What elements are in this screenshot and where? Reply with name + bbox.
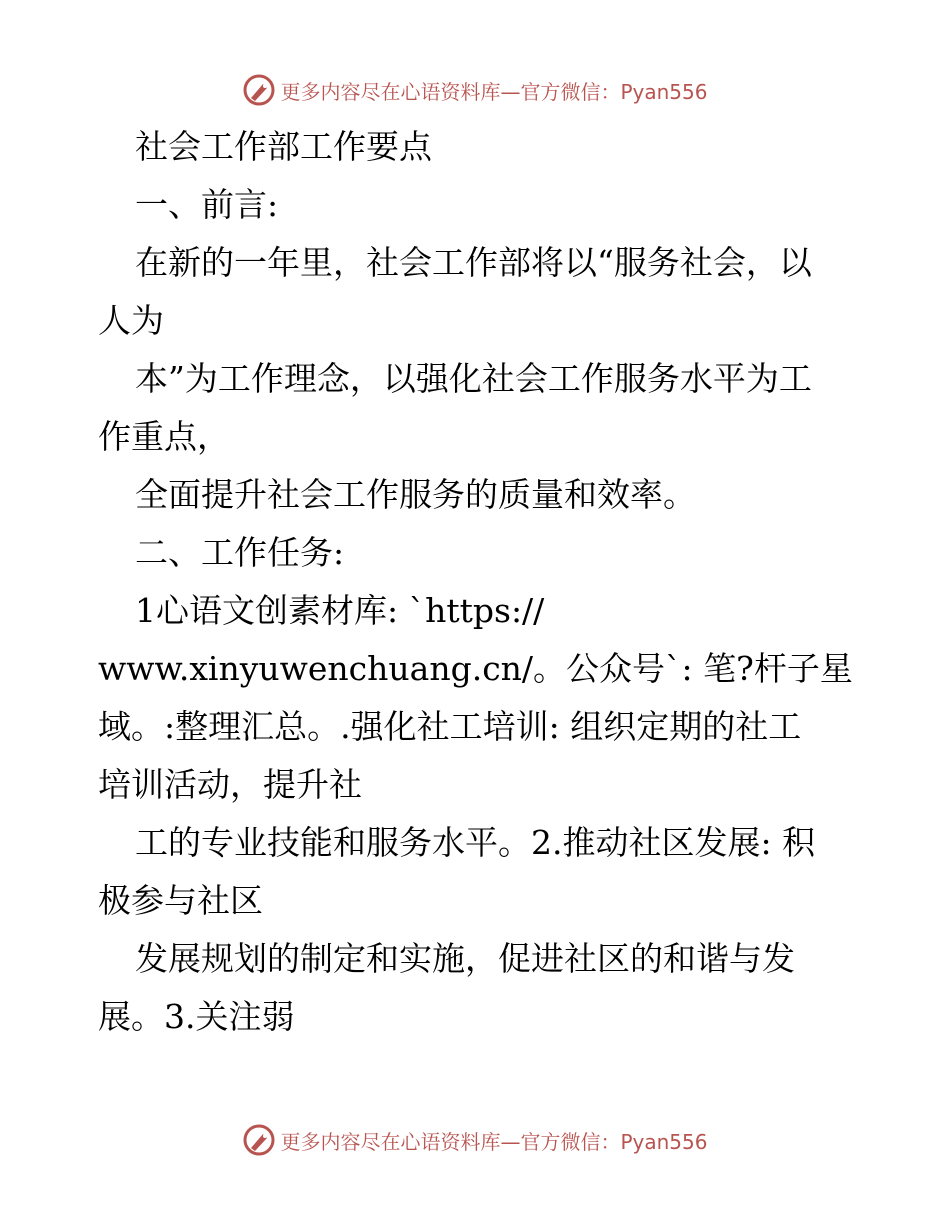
doc-line: 域。:整理汇总。.强化社工培训: 组织定期的社工 — [98, 707, 802, 746]
doc-line: 极参与社区 — [98, 881, 263, 920]
pen-logo-icon — [242, 73, 276, 107]
doc-line: 工的专业技能和服务水平。2.推动社区发展: 积 — [135, 823, 816, 862]
pen-logo-icon — [242, 1123, 276, 1157]
header-watermark-banner — [0, 70, 950, 110]
doc-line: 全面提升社会工作服务的质量和效率。 — [135, 475, 696, 514]
section-heading-tasks: 二、工作任务: — [135, 533, 345, 572]
doc-title: 社会工作部工作要点 — [135, 127, 432, 166]
doc-line: 作重点， — [98, 417, 230, 456]
document-body — [98, 118, 858, 1046]
doc-line: 培训活动，提升社 — [98, 765, 362, 804]
doc-line: www.xinyuwenchuang.cn/。公众号`: 笔?杆子星 — [98, 649, 853, 688]
footer-watermark-banner — [0, 1120, 950, 1160]
doc-line: 人为 — [98, 301, 164, 340]
doc-line: 发展规划的制定和实施，促进社区的和谐与发 — [135, 939, 795, 978]
doc-line: 在新的一年里，社会工作部将以“服务社会，以 — [135, 243, 812, 282]
doc-line: 展。3.关注弱 — [98, 997, 295, 1036]
doc-line: 本”为工作理念，以强化社会工作服务水平为工 — [135, 359, 812, 398]
watermark-text: 更多内容尽在心语资料库—官方微信：Pyan556 — [280, 1129, 708, 1154]
section-heading-preface: 一、前言: — [135, 185, 279, 224]
doc-line: 1心语文创素材库: `https:// — [135, 591, 545, 630]
watermark-text: 更多内容尽在心语资料库—官方微信：Pyan556 — [280, 79, 708, 104]
